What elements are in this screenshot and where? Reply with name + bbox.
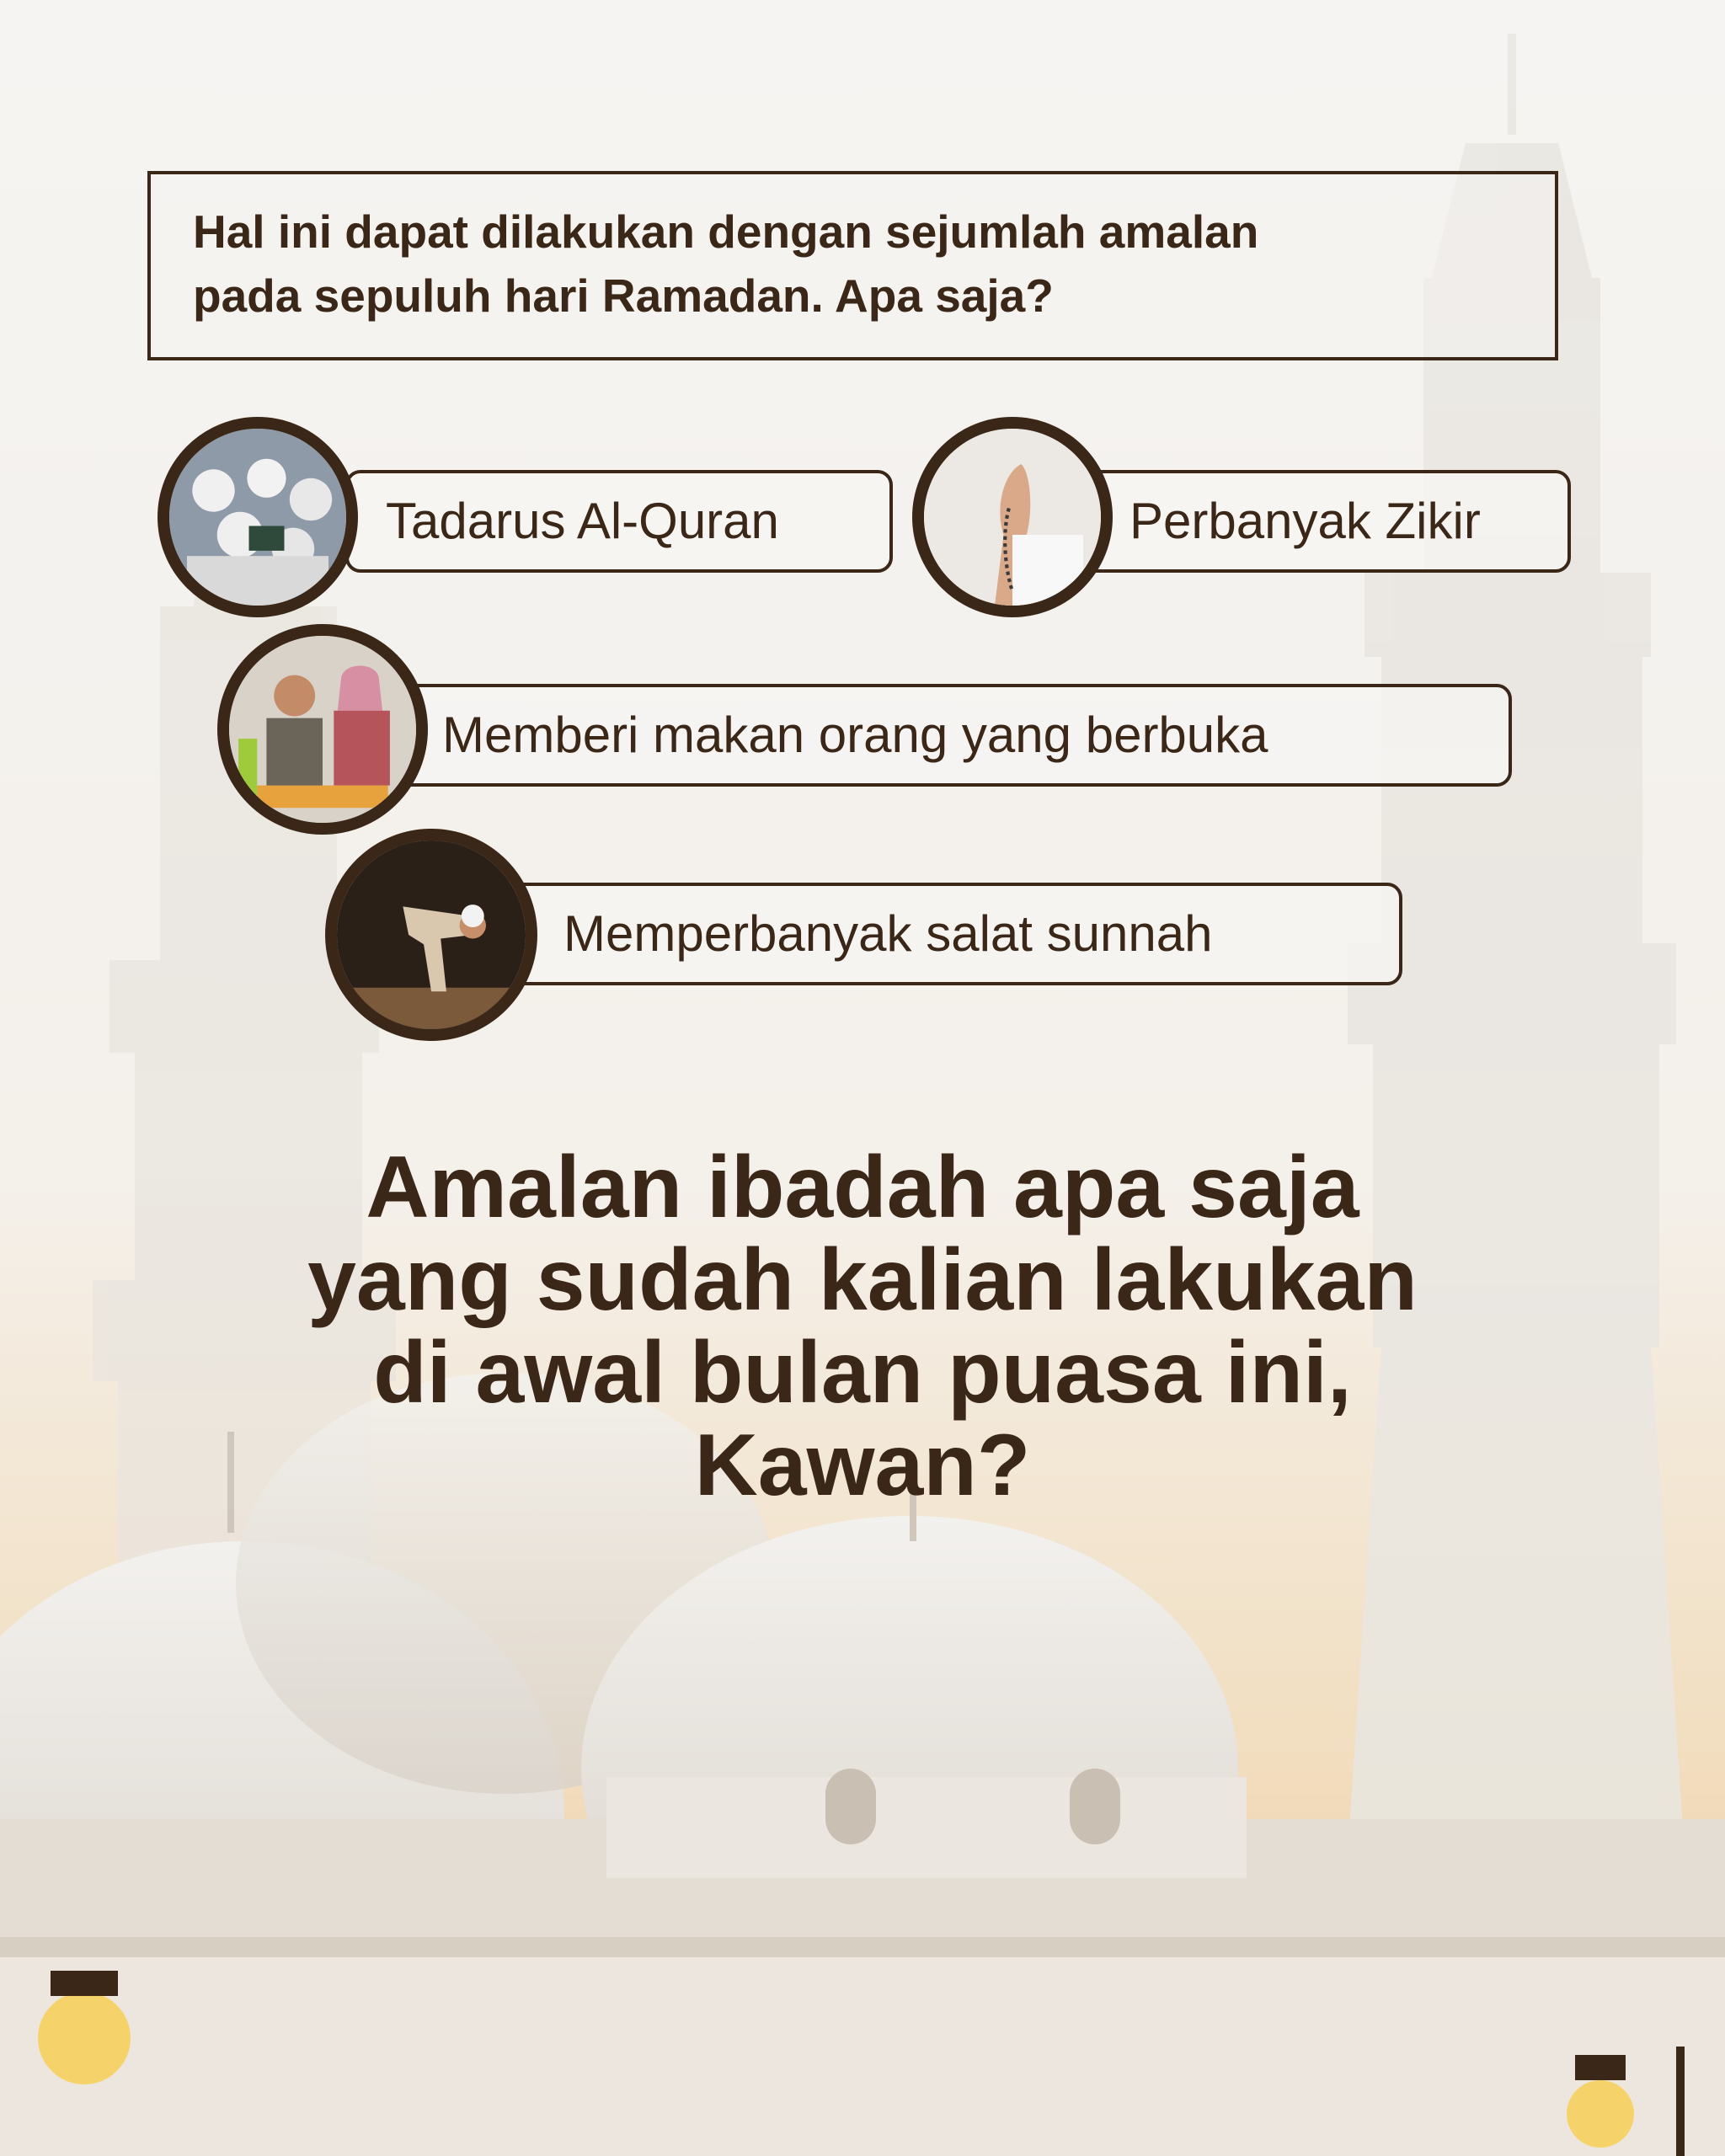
item-memberi-makan-label: Memberi makan orang yang berbuka [442, 707, 1268, 763]
intro-box [147, 171, 1558, 360]
item-memberi-makan [392, 684, 1512, 787]
question-line-4: Kawan? [694, 1417, 1031, 1514]
item-tadarus [345, 470, 893, 573]
intro-line-2: pada sepuluh hari Ramadan. Apa saja? [193, 270, 1054, 322]
question-line-2: yang sudah kalian lakukan [307, 1231, 1418, 1329]
family-serving-food-photo [217, 624, 428, 835]
item-salat-sunnah [497, 883, 1402, 985]
hand-with-prayer-beads-photo [912, 417, 1113, 617]
people-reading-quran-photo [158, 417, 358, 617]
item-tadarus-label: Tadarus Al-Quran [386, 493, 779, 549]
item-salat-sunnah-label: Memperbanyak salat sunnah [563, 905, 1213, 962]
item-zikir [1032, 470, 1571, 573]
question-line-1: Amalan ibadah apa saja [366, 1139, 1359, 1236]
intro-line-1: Hal ini dapat dilakukan dengan sejumlah amalan [193, 205, 1259, 258]
question-line-3: di awal bulan puasa ini, [373, 1324, 1352, 1422]
closing-question [189, 1141, 1536, 1512]
man-praying-photo [325, 829, 537, 1041]
item-zikir-label: Perbanyak Zikir [1130, 493, 1481, 549]
